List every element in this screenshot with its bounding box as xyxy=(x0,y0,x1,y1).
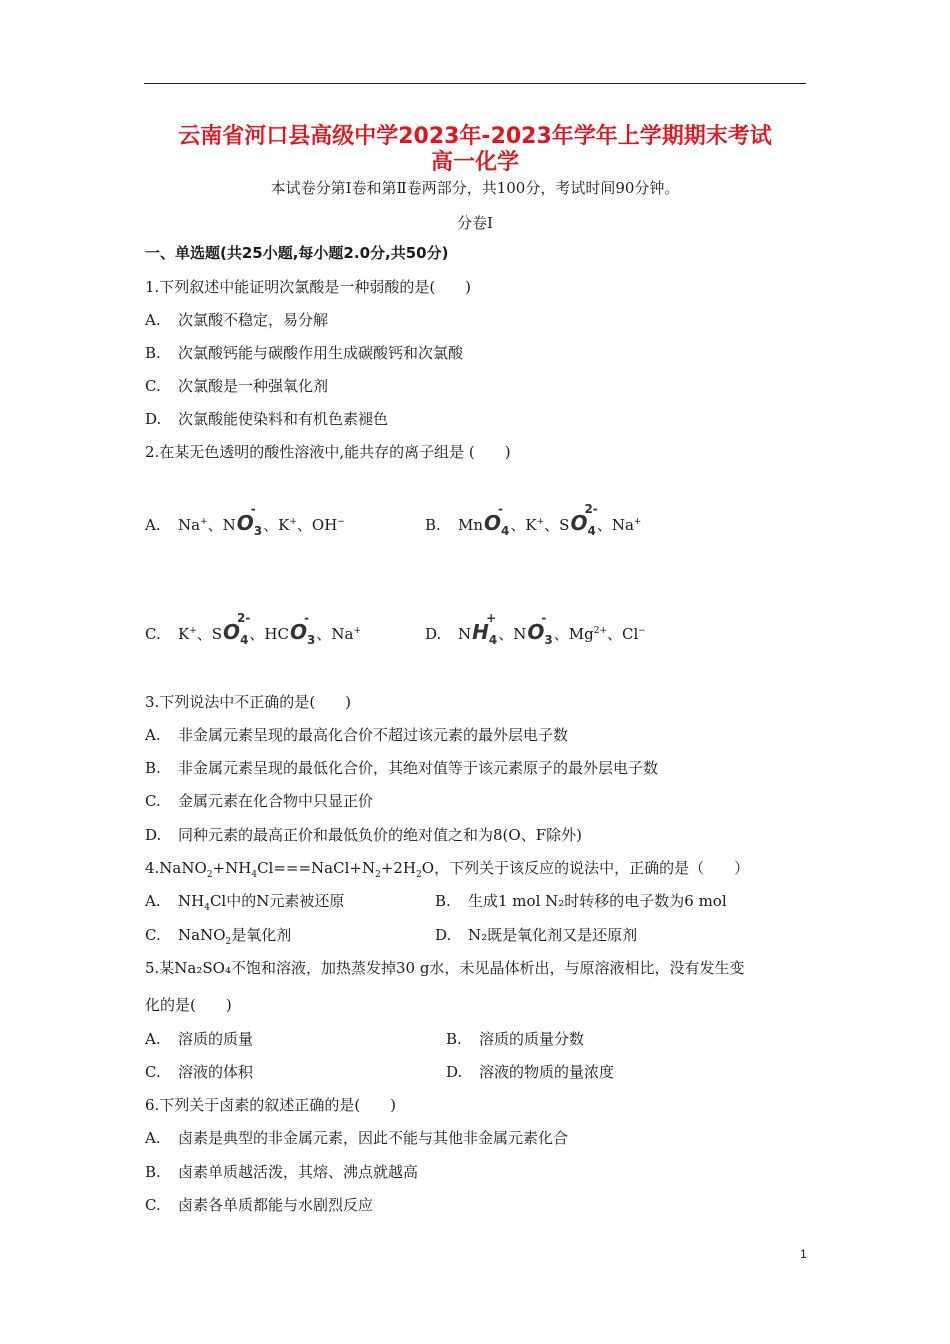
question-5-option-d: D. 溶液的物质的量浓度 xyxy=(446,1063,615,1081)
question-6-option-c: C. 卤素各单质都能与水剧烈反应 xyxy=(145,1196,374,1214)
question-2-option-a: A. Na+、$NO_3$ - 、K+、OH− xyxy=(145,502,345,538)
question-5-option-b: B. 溶质的质量分数 xyxy=(446,1030,585,1048)
bicarbonate-ion-formula: $O_3$ - xyxy=(289,611,316,647)
question-2-option-d: D. $NH_4$ + 、$NO_3$ - 、$Mg^{2+}$、Cl− xyxy=(425,611,646,647)
question-3-stem: 3.下列说法中不正确的是( ) xyxy=(145,693,352,711)
question-5-stem-line1: 5.某Na₂SO₄不饱和溶液，加热蒸发掉30 g水，未见晶体析出，与原溶液相比，没有发生变 xyxy=(145,959,745,977)
question-1-stem: 1.下列叙述中能证明次氯酸是一种弱酸的是( ) xyxy=(145,278,472,296)
nitrate-ion-formula: $O_3$ - xyxy=(236,502,263,538)
question-1-option-b: B. 次氯酸钙能与碳酸作用生成碳酸钙和次氯酸 xyxy=(145,344,464,362)
question-1-option-d: D. 次氯酸能使染料和有机色素褪色 xyxy=(145,410,389,428)
question-3-option-d: D. 同种元素的最高正价和最低负价的绝对值之和为8(O、F除外) xyxy=(145,826,582,844)
question-4-option-b: B. 生成1 mol N₂时转移的电子数为6 mol xyxy=(435,892,727,910)
question-2-option-b: B. MnO$_4$ - 、K+、$SO_4$ 2- 、Na+ xyxy=(425,502,642,538)
question-3-option-a: A. 非金属元素呈现的最高化合价不超过该元素的最外层电子数 xyxy=(145,726,569,744)
exam-title: 云南省河口县高级中学2023年-2023年学年上学期期末考试 xyxy=(178,124,772,149)
question-2-option-c: C. K+、$SO_4$ 2- 、$HCO_3$ - 、Na+ xyxy=(145,611,361,647)
ammonium-ion-formula: $H_4$ + xyxy=(472,611,498,647)
sulfate-ion-formula: $O_4$ 2- xyxy=(570,502,598,538)
question-6-option-b: B. 卤素单质越活泼，其熔、沸点就越高 xyxy=(145,1163,419,1181)
question-5-option-c: C. 溶液的体积 xyxy=(145,1063,254,1081)
question-4-stem: $4.NaNO_2+NH_4Cl===NaCl+N_2+2H_2O$，下列关于该反应的说法中，正确的是（ ） xyxy=(145,859,750,880)
exam-instructions: 本试卷分第Ⅰ卷和第Ⅱ卷两部分，共100分，考试时间90分钟。 xyxy=(270,179,680,197)
part-label: 分卷I xyxy=(457,214,493,232)
question-6-option-a: A. 卤素是典型的非金属元素，因此不能与其他非金属元素化合 xyxy=(145,1129,569,1147)
page-number: 1 xyxy=(800,1247,807,1261)
exam-subject: 高一化学 xyxy=(430,150,519,175)
section-heading: 一、单选题(共25小题,每小题2.0分,共50分) xyxy=(145,244,449,262)
question-4-option-a: A. $NH_4Cl$中的N元素被还原 xyxy=(145,892,345,913)
sulfate-ion-formula: $O_4$ 2- xyxy=(223,611,251,647)
question-4-option-d: D. N₂既是氧化剂又是还原剂 xyxy=(435,926,638,944)
question-3-option-c: C. 金属元素在化合物中只显正价 xyxy=(145,792,374,810)
question-1-option-c: C. 次氯酸是一种强氧化剂 xyxy=(145,377,329,395)
question-2-stem: 2.在某无色透明的酸性溶液中,能共存的离子组是 ( ) xyxy=(145,443,511,461)
header-rule xyxy=(144,83,806,84)
question-5-option-a: A. 溶质的质量 xyxy=(145,1030,254,1048)
permanganate-ion-formula: $O_4$ - xyxy=(484,502,510,538)
question-1-option-a: A. 次氯酸不稳定，易分解 xyxy=(145,311,329,329)
question-5-stem-line2: 化的是( ) xyxy=(145,996,232,1014)
question-4-option-c: C. NaNO$_2$是氧化剂 xyxy=(145,926,292,947)
nitrate-ion-formula: $O_3$ - xyxy=(527,611,553,647)
question-6-stem: 6.下列关于卤素的叙述正确的是( ) xyxy=(145,1096,397,1114)
question-3-option-b: B. 非金属元素呈现的最低化合价，其绝对值等于该元素原子的最外层电子数 xyxy=(145,759,659,777)
